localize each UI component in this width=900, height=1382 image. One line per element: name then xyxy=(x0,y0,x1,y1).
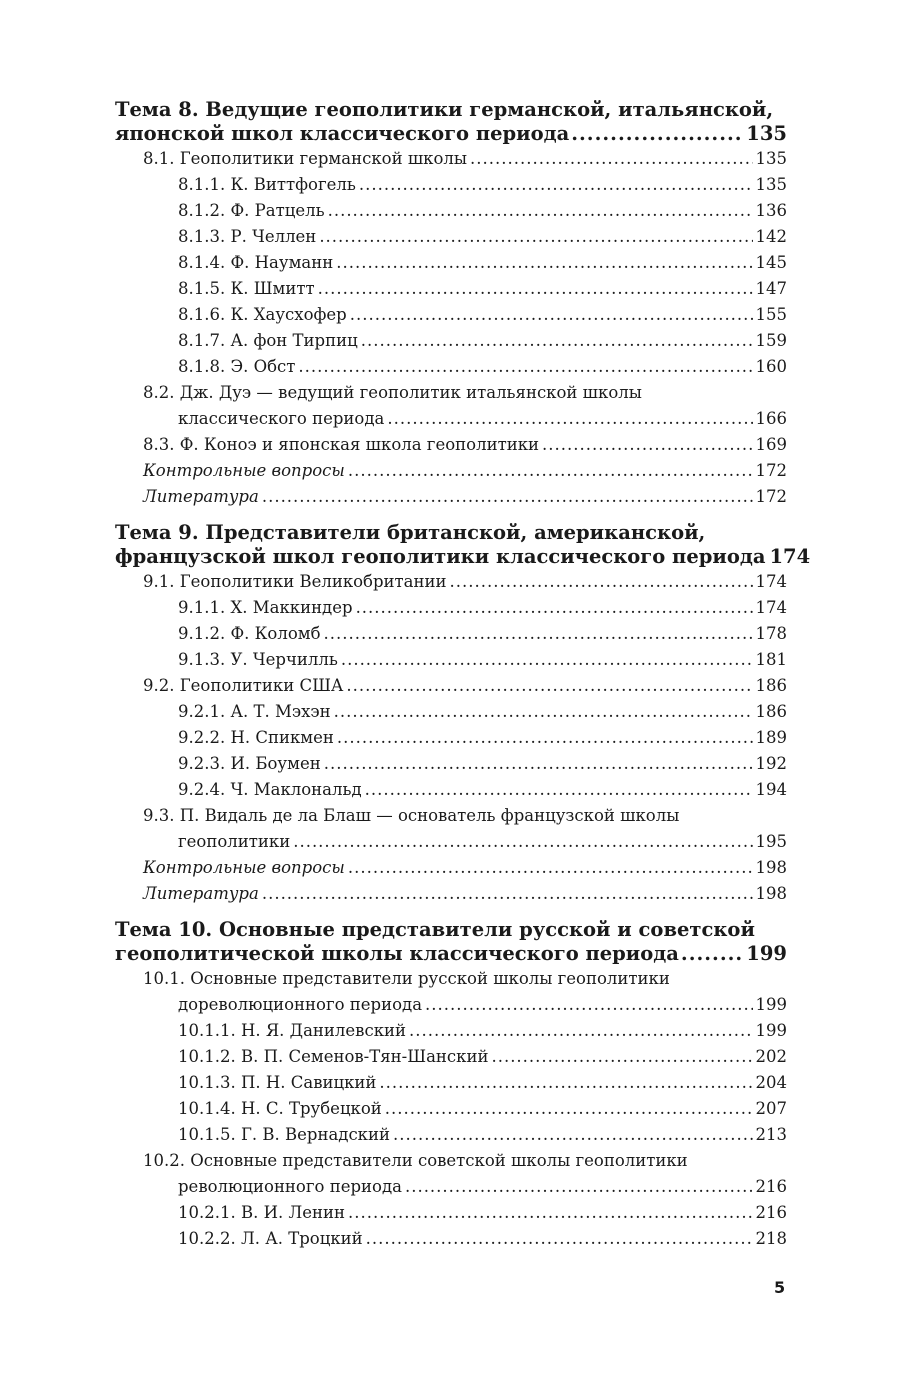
leader-dots xyxy=(470,146,752,172)
leader-dots xyxy=(366,1226,753,1252)
entry-text: 9.3. П. Видаль де ла Блаш — основатель французской школы xyxy=(143,806,680,825)
entry-continuation xyxy=(143,992,787,1018)
leader-dots xyxy=(298,354,752,380)
entry-page: 155 xyxy=(755,305,787,324)
entry-page: 204 xyxy=(755,1073,787,1092)
entry-text: 8.1.7. А. фон Тирпиц xyxy=(178,331,358,350)
leader-dots xyxy=(571,122,744,146)
leader-dots xyxy=(385,1096,753,1122)
entry-text: 8.1.5. К. Шмитт xyxy=(178,279,315,298)
entry-text: 9.1.1. Х. Маккиндер xyxy=(178,598,353,617)
theme-title-line1: Тема 9. Представители британской, американской, xyxy=(115,521,706,544)
entry-page: 172 xyxy=(755,487,787,506)
entry-text-continued: классического периода xyxy=(178,409,385,428)
leader-dots xyxy=(348,1200,753,1226)
entry-text: 10.1. Основные представители русской школы геополитики xyxy=(143,969,670,988)
toc-entry xyxy=(115,751,787,777)
theme-title-line2 xyxy=(115,942,787,966)
leader-dots xyxy=(293,829,752,855)
entry-page: 202 xyxy=(755,1047,787,1066)
theme-title-line1: Тема 10. Основные представители русской и советской xyxy=(115,918,755,941)
toc-entry-review-questions xyxy=(115,855,787,881)
toc-entry xyxy=(115,1200,787,1226)
entry-page: 160 xyxy=(755,357,787,376)
toc-entry xyxy=(115,803,787,855)
leader-dots xyxy=(365,777,753,803)
leader-dots xyxy=(356,595,753,621)
toc-entry xyxy=(115,1226,787,1252)
leader-dots xyxy=(450,569,753,595)
leader-dots xyxy=(681,942,744,966)
entry-text: 8.1. Геополитики германской школы xyxy=(143,149,468,168)
entry-page: 186 xyxy=(755,702,787,721)
theme-title-line2 xyxy=(115,122,787,146)
entry-page: 207 xyxy=(755,1099,787,1118)
leader-dots xyxy=(409,1018,753,1044)
entry-text: 8.1.3. Р. Челлен xyxy=(178,227,317,246)
page-number: 5 xyxy=(774,1278,786,1297)
leader-dots xyxy=(318,276,753,302)
entry-page: 135 xyxy=(755,149,787,168)
leader-dots xyxy=(336,250,752,276)
leader-dots xyxy=(328,198,753,224)
entry-page: 145 xyxy=(755,253,787,272)
entry-text: 10.1.2. В. П. Семенов-Тян-Шанский xyxy=(178,1047,489,1066)
theme-title-text: геополитической школы классического периода xyxy=(115,942,679,965)
entry-text: 9.2.1. А. Т. Мэхэн xyxy=(178,702,331,721)
toc-entry xyxy=(115,432,787,458)
theme-page: 174 xyxy=(769,545,811,568)
toc-entry xyxy=(115,699,787,725)
entry-text-continued: революционного периода xyxy=(178,1177,402,1196)
entry-continuation xyxy=(143,1174,787,1200)
theme-title-line2 xyxy=(115,545,811,569)
entry-text: 8.2. Дж. Дуэ — ведущий геополитик итальянской школы xyxy=(143,383,642,402)
toc-entry xyxy=(115,198,787,224)
entry-page: 147 xyxy=(755,279,787,298)
toc-entry xyxy=(115,1044,787,1070)
toc-entry xyxy=(115,1096,787,1122)
toc-entry xyxy=(115,354,787,380)
leader-dots xyxy=(319,224,752,250)
entry-text-continued: дореволюционного периода xyxy=(178,995,423,1014)
table-of-contents xyxy=(115,98,811,1252)
leader-dots xyxy=(262,484,753,510)
entry-page: 194 xyxy=(755,780,787,799)
entry-page: 174 xyxy=(755,572,787,591)
entry-text: Контрольные вопросы xyxy=(143,858,345,877)
theme-title xyxy=(115,521,811,569)
toc-entry xyxy=(115,224,787,250)
entry-page: 216 xyxy=(755,1203,787,1222)
entry-text: 10.2.2. Л. А. Троцкий xyxy=(178,1229,363,1248)
leader-dots xyxy=(387,406,752,432)
leader-dots xyxy=(324,751,753,777)
leader-dots xyxy=(348,458,753,484)
theme-title-line1: Тема 8. Ведущие геополитики германской, итальянской, xyxy=(115,98,774,121)
entry-page: 181 xyxy=(755,650,787,669)
leader-dots xyxy=(359,172,753,198)
toc-entry-review-questions xyxy=(115,458,787,484)
toc-entry xyxy=(115,1018,787,1044)
entry-page: 218 xyxy=(755,1229,787,1248)
toc-entry xyxy=(115,328,787,354)
entry-text: Контрольные вопросы xyxy=(143,461,345,480)
toc-theme-8 xyxy=(115,98,787,510)
entry-text: Литература xyxy=(143,884,259,903)
entry-page: 198 xyxy=(755,884,787,903)
leader-dots xyxy=(350,302,753,328)
toc-entry xyxy=(115,1070,787,1096)
toc-entry xyxy=(115,1148,787,1200)
theme-title xyxy=(115,98,787,146)
toc-entry xyxy=(115,595,787,621)
leader-dots xyxy=(346,673,752,699)
entry-text: 9.2.3. И. Боумен xyxy=(178,754,321,773)
entry-text: 10.1.1. Н. Я. Данилевский xyxy=(178,1021,406,1040)
entry-page: 186 xyxy=(755,676,787,695)
entry-page: 195 xyxy=(755,832,787,851)
toc-entry xyxy=(115,621,787,647)
entry-page: 189 xyxy=(755,728,787,747)
entry-page: 216 xyxy=(755,1177,787,1196)
toc-entry xyxy=(115,647,787,673)
entry-text: 9.2.2. Н. Спикмен xyxy=(178,728,334,747)
entry-text: 8.1.4. Ф. Науманн xyxy=(178,253,334,272)
toc-entry xyxy=(115,302,787,328)
leader-dots xyxy=(262,881,753,907)
theme-title-text: японской школ классического периода xyxy=(115,122,570,145)
toc-entry xyxy=(115,777,787,803)
entry-page: 199 xyxy=(755,995,787,1014)
entry-text: 9.2.4. Ч. Маклональд xyxy=(178,780,362,799)
entry-text: 9.1.3. У. Черчилль xyxy=(178,650,338,669)
leader-dots xyxy=(542,432,753,458)
entry-page: 213 xyxy=(755,1125,787,1144)
entry-text: 9.1. Геополитики Великобритании xyxy=(143,572,447,591)
entry-page: 136 xyxy=(755,201,787,220)
entry-text: 9.1.2. Ф. Коломб xyxy=(178,624,321,643)
toc-entry xyxy=(115,380,787,432)
entry-text: 10.2.1. В. И. Ленин xyxy=(178,1203,345,1222)
toc-entry xyxy=(115,1122,787,1148)
toc-entry-literature xyxy=(115,484,787,510)
leader-dots xyxy=(425,992,752,1018)
theme-page: 135 xyxy=(746,122,787,145)
entry-text: 8.1.6. К. Хаусхофер xyxy=(178,305,347,324)
entry-text: 10.2. Основные представители советской школы геополитики xyxy=(143,1151,688,1170)
leader-dots xyxy=(405,1174,753,1200)
theme-page: 199 xyxy=(746,942,787,965)
entry-page: 198 xyxy=(755,858,787,877)
entry-page: 178 xyxy=(755,624,787,643)
toc-entry xyxy=(115,673,787,699)
entry-page: 174 xyxy=(755,598,787,617)
toc-entry xyxy=(115,966,787,1018)
leader-dots xyxy=(361,328,753,354)
entry-text: 8.1.1. К. Виттфогель xyxy=(178,175,356,194)
entry-text: 10.1.5. Г. В. Вернадский xyxy=(178,1125,390,1144)
theme-title-text: французской школ геополитики классического периода xyxy=(115,545,766,568)
entry-text-continued: геополитики xyxy=(178,832,291,851)
entry-page: 166 xyxy=(755,409,787,428)
theme-title xyxy=(115,918,787,966)
entry-continuation xyxy=(143,829,787,855)
toc-theme-9 xyxy=(115,521,811,907)
entry-continuation xyxy=(143,406,787,432)
leader-dots xyxy=(379,1070,752,1096)
toc-theme-10 xyxy=(115,918,787,1252)
toc-entry xyxy=(115,146,787,172)
entry-text: 10.1.4. Н. С. Трубецкой xyxy=(178,1099,382,1118)
toc-entry xyxy=(115,276,787,302)
entry-text: 9.2. Геополитики США xyxy=(143,676,344,695)
leader-dots xyxy=(324,621,753,647)
entry-page: 159 xyxy=(755,331,787,350)
leader-dots xyxy=(337,725,753,751)
toc-entry xyxy=(115,569,787,595)
leader-dots xyxy=(393,1122,753,1148)
leader-dots xyxy=(334,699,753,725)
entry-page: 199 xyxy=(755,1021,787,1040)
leader-dots xyxy=(348,855,753,881)
entry-page: 142 xyxy=(755,227,787,246)
toc-entry xyxy=(115,725,787,751)
entry-text: Литература xyxy=(143,487,259,506)
entry-page: 192 xyxy=(755,754,787,773)
entry-page: 135 xyxy=(755,175,787,194)
entry-text: 8.1.2. Ф. Ратцель xyxy=(178,201,325,220)
entry-text: 8.1.8. Э. Обст xyxy=(178,357,296,376)
entry-page: 169 xyxy=(755,435,787,454)
leader-dots xyxy=(491,1044,752,1070)
toc-entry-literature xyxy=(115,881,787,907)
entry-text: 10.1.3. П. Н. Савицкий xyxy=(178,1073,377,1092)
toc-entry xyxy=(115,250,787,276)
leader-dots xyxy=(341,647,753,673)
entry-page: 172 xyxy=(755,461,787,480)
entry-text: 8.3. Ф. Коноэ и японская школа геополитики xyxy=(143,435,539,454)
toc-entry xyxy=(115,172,787,198)
